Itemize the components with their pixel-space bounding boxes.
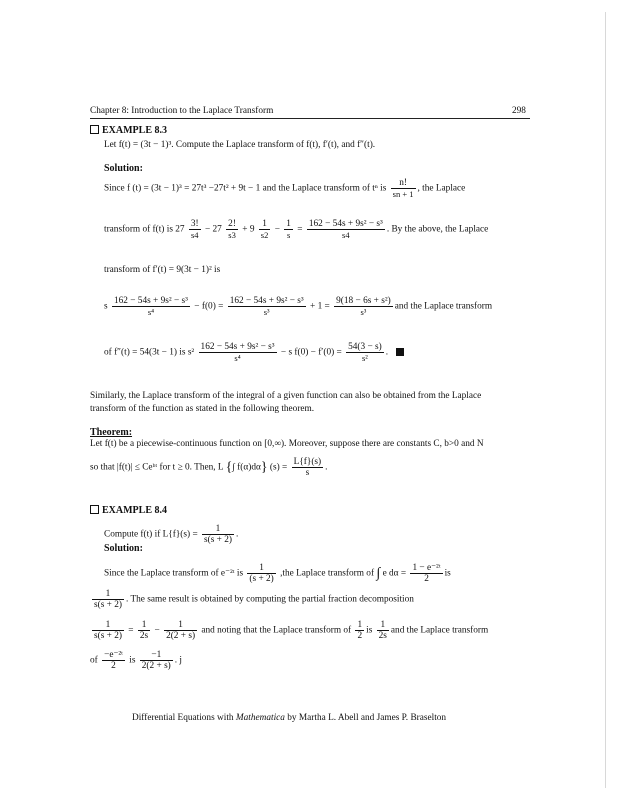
ex83-line3: transform of f′(t) = 9(3t − 1)² is bbox=[104, 265, 221, 275]
ex83-line4: s $\frac{\text{162 − 54s + 9s² − s³}}{\text{s⁴}}$ − f(0) = $\frac{\text{162 − 54s + 9s² − s³}}{\text{s³}}$ + 1 = $\frac{\text{9(18 − 6s + s²)}}{\text{s³}}$ and the Laplace transform bbox=[104, 296, 493, 317]
ex84-line4: of $\frac{\text{−e⁻²ᵗ}}{2}$ is $\frac{-1}{2(2 + s)}$ . j bbox=[90, 650, 183, 671]
theorem-label: Theorem: bbox=[90, 427, 133, 438]
page-number: 298 bbox=[512, 106, 526, 116]
ex83-line5: of f″(t) = 54(3t − 1) is s² $\frac{\text{162 − 54s + 9s² − s³}}{\text{s⁴}}$ − s f(0) − f′(0) = $\frac{54(3 - s)}{\text{s²}}$ . bbox=[104, 342, 404, 363]
theorem-line-1: Let f(t) be a piecewise-continuous function on [0,∞). Moreover, suppose there are constants C, b>0 and N bbox=[90, 439, 484, 449]
example-8-4-heading: EXAMPLE 8.4 bbox=[90, 505, 167, 516]
paragraph-line-2: transform of the function as stated in the following theorem. bbox=[90, 404, 315, 414]
ex83-line1: Since f (t) = (3t − 1)³ = 27t³ −27t² + 9t − 1 and the Laplace transform of tⁿ is $\frac{n!}{sn + 1}$ , the Laplace bbox=[104, 178, 466, 199]
example-8-4-statement: Compute f(t) if L{f}(s) = $\frac{1}{s(s + 2)}$ . bbox=[104, 524, 239, 545]
chapter-title: Chapter 8: Introduction to the Laplace Transform bbox=[90, 106, 274, 116]
checkbox-square-icon bbox=[90, 125, 99, 134]
ex84-line3: $\frac{1}{s(s + 2)}$ = $\frac{1}{2s}$ − $\frac{1}{2(2 + s)}$ and noting that the Laplace transform of $\frac{1}{2}$ is $\frac{1}{2s}$ and the Laplace transform bbox=[94, 620, 489, 641]
theorem-line-2: so that |f(t)| ≤ Ceᵇᵗ for t ≥ 0. Then, L {∫ f(α)dα} (s) = $\frac{L\{f\}(s)}{s}$ . bbox=[90, 457, 328, 478]
footer: Differential Equations with Mathematica by Martha L. Abell and James P. Braselton bbox=[132, 713, 447, 723]
paragraph-line-1: Similarly, the Laplace transform of the integral of a given function can also be obtained from the Laplace bbox=[90, 391, 482, 401]
checkbox-square-icon bbox=[90, 505, 99, 514]
solution-label: Solution: bbox=[104, 163, 143, 174]
ex84-line1: Since the Laplace transform of e⁻²ᵗ is $\frac{1}{(s + 2)}$ ,the Laplace transform of ∫ e dα = $\frac{\text{1 − e⁻²ᵗ}}{2}$ is bbox=[104, 563, 451, 584]
page-edge-line bbox=[605, 12, 606, 788]
example-8-3-statement: Let f(t) = (3t − 1)³. Compute the Laplace transform of f(t), f′(t), and f″(t). bbox=[104, 140, 376, 150]
ex83-line2: transform of f(t) is 27 $\frac{3!}{s4}$ − 27 $\frac{2!}{s3}$ + 9 $\frac{1}{s2}$ − $\frac{1}{s}$ = $\frac{\text{162 − 54s + 9s² − s³}}{s4}$ . By the above, the Laplace bbox=[104, 219, 489, 240]
solution-label-2: Solution: bbox=[104, 543, 143, 554]
example-8-3-heading: EXAMPLE 8.3 bbox=[90, 125, 167, 136]
ex84-line2: $\frac{1}{s(s + 2)}$ . The same result is obtained by computing the partial fraction decomposition bbox=[94, 589, 414, 610]
header-rule bbox=[90, 118, 530, 119]
end-of-example-square-icon bbox=[396, 348, 404, 356]
